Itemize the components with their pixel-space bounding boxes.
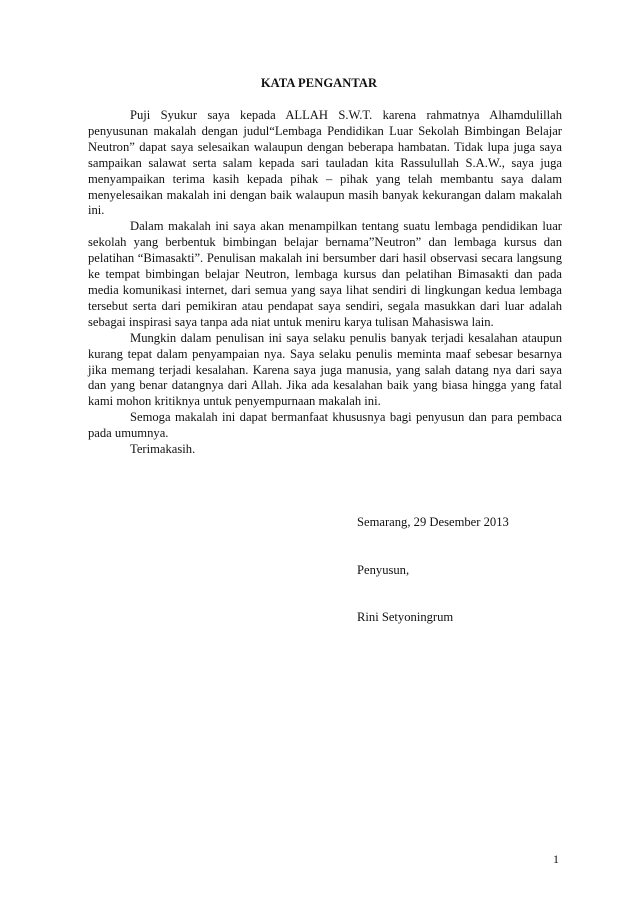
body-text bbox=[88, 108, 562, 458]
signature-place-date: Semarang, 29 Desember 2013 bbox=[357, 515, 509, 529]
paragraph-apology: Mungkin dalam penulisan ini saya selaku penulis banyak terjadi kesalahan ataupun kurang tepat dalam penyampaian nya. Saya selaku penulis meminta maaf sebesar besarnya jika memang terjadi kesalahan. Karena saya juga manusia, yang salah datang nya dari saya dan yang benar datangnya dari Allah. Jika ada kesalahan baik yang biasa hingga yang fatal kami mohon kritiknya untuk penyempurnaan makalah ini. bbox=[88, 330, 562, 409]
paragraph-content: Dalam makalah ini saya akan menampilkan tentang suatu lembaga pendidikan luar sekolah yang berbentuk bimbingan belajar bernama”Neutron” dan lembaga kursus dan pelatihan “Bimasakti”. Penulisan makalah ini bersumber dari hasil observasi secara langsung ke tempat bimbingan belajar Neutron, lembaga kursus dan pelatihan Bimasakti dan pada media komunikasi internet, dari semua yang saya lihat sendiri di lingkungan kedua lembaga tersebut serta dari pemikiran atau pendapat saya sendiri, segala masukkan dari luar adalah sebagai inspirasi saya tanpa ada niat untuk meniru karya tulisan Mahasiswa lain. bbox=[88, 219, 562, 329]
signature-role: Penyusun, bbox=[357, 563, 410, 577]
paragraph-thanks: Terimakasih. bbox=[130, 442, 196, 457]
signature-name: Rini Setyoningrum bbox=[357, 610, 454, 624]
page-title: KATA PENGANTAR bbox=[260, 76, 378, 90]
paragraph-hope: Semoga makalah ini dapat bermanfaat khususnya bagi penyusun dan para pembaca pada umumnya. bbox=[88, 410, 562, 441]
paragraph-opening: Puji Syukur saya kepada ALLAH S.W.T. karena rahmatnya Alhamdulillah penyusunan makalah dengan judul“Lembaga Pendidikan Luar Sekolah Bimbingan Belajar Neutron” dapat saya selesaikan walaupun dengan beberapa hambatan. Tidak lupa juga saya sampaikan salawat serta salam kepada sari tauladan kita Rassulullah S.A.W., saya juga menyampaikan terima kasih kepada pihak – pihak yang telah membantu saya dalam menyelesaikan makalah ini dengan baik walaupun masih banyak kekurangan dalam makalah ini. bbox=[88, 108, 562, 218]
page-number: 1 bbox=[553, 852, 559, 866]
